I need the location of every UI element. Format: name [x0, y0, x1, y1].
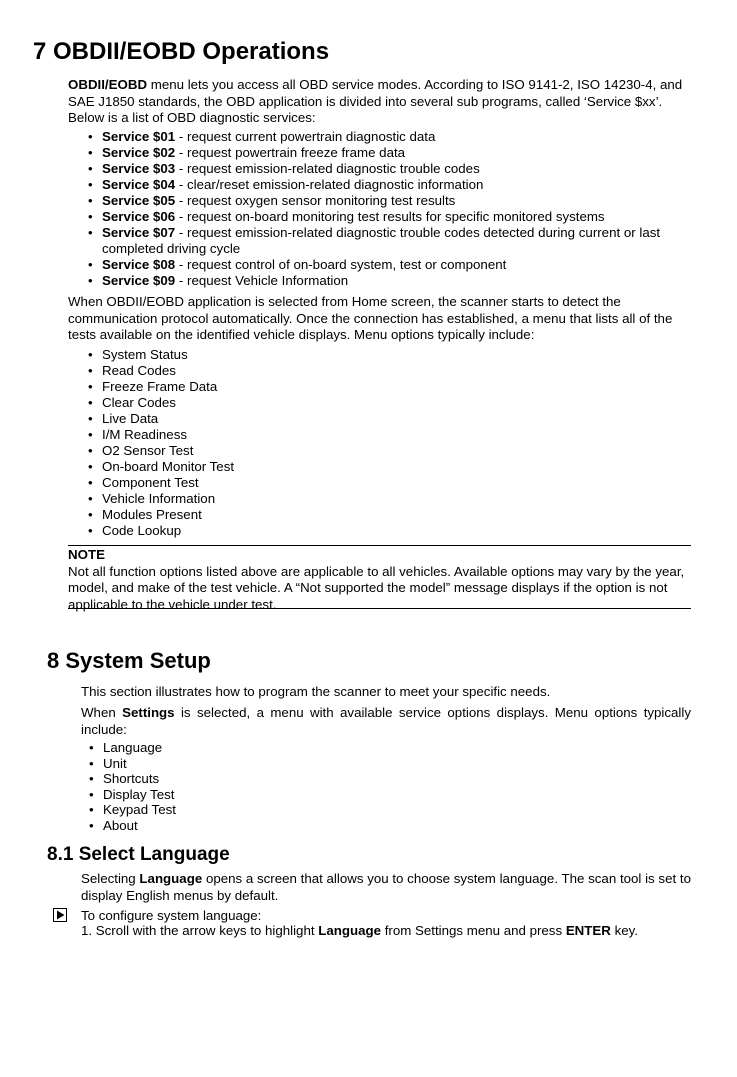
text: from Settings menu and press	[381, 923, 566, 938]
service-desc: - request emission-related diagnostic trouble codes	[175, 161, 480, 176]
list-item: • I/M Readiness	[88, 427, 688, 443]
text: key.	[610, 923, 638, 938]
obd-menu-options-list	[88, 347, 688, 539]
list-item: • O2 Sensor Test	[88, 443, 688, 459]
text: is selected, a menu with available service options displays. Menu options typically include:	[81, 705, 691, 737]
list-item: • Language	[89, 740, 389, 756]
text: When	[81, 705, 123, 720]
note-top-rule	[68, 545, 691, 546]
select-language-paragraph	[81, 871, 691, 904]
settings-options-list	[89, 740, 389, 833]
list-item: • System Status	[88, 347, 688, 363]
list-item: • Clear Codes	[88, 395, 688, 411]
play-arrow-icon	[53, 908, 67, 922]
section-7-title: 7 OBDII/EOBD Operations	[33, 38, 330, 65]
settings-term: Settings	[122, 705, 175, 720]
section-8-title: 8 System Setup	[47, 648, 211, 673]
list-item: • About	[89, 818, 389, 834]
service-desc: - clear/reset emission-related diagnostic information	[175, 177, 484, 192]
service-code: Service $08	[102, 257, 176, 272]
service-desc: - request on-board monitoring test results for specific monitored systems	[175, 209, 605, 224]
service-code: Service $03	[102, 161, 176, 176]
note-label: NOTE	[68, 547, 105, 562]
service-desc: - request oxygen sensor monitoring test results	[175, 193, 456, 208]
note-box	[68, 547, 693, 613]
list-item: • Keypad Test	[89, 802, 389, 818]
language-term: Language	[318, 923, 382, 938]
service-desc: - request emission-related diagnostic trouble codes detected during current or last completed driving cycle	[102, 225, 661, 256]
enter-key-term: ENTER	[565, 923, 611, 938]
intro-text: menu lets you access all OBD service modes. According to ISO 9141-2, ISO 14230-4, and SAE J1850 standards, the OBD application is divided into several sub programs, called ‘Service $xx’. Below is a list of OBD diagnostic services:	[68, 77, 683, 125]
list-item: • Vehicle Information	[88, 491, 688, 507]
service-code: Service $06	[102, 209, 176, 224]
system-setup-intro: This section illustrates how to program the scanner to meet your specific needs.	[81, 684, 551, 699]
intro-bold-term: OBDII/EOBD	[68, 77, 148, 92]
note-text: Not all function options listed above are applicable to all vehicles. Available options may vary by the year, model, and make of the test vehicle. A “Not supported the model” message displays if the option is not applicable to the vehicle under test.	[68, 563, 685, 612]
list-item: • Display Test	[89, 787, 389, 803]
service-code: Service $07	[102, 225, 176, 240]
text: 1. Scroll with the arrow keys to highlight	[81, 923, 319, 938]
service-code: Service $01	[102, 129, 176, 144]
list-item: • Read Codes	[88, 363, 688, 379]
procedure-title: To configure system language:	[81, 908, 262, 923]
language-term: Language	[139, 871, 203, 886]
service-item	[88, 273, 688, 289]
service-item	[88, 193, 688, 209]
obd-menu-paragraph: When OBDII/EOBD application is selected from Home screen, the scanner starts to detect the communication protocol automatically. Once the connection has established, a menu that lists all of the tests available on the identified vehicle displays. Menu options typically include:	[68, 294, 673, 342]
service-desc: - request Vehicle Information	[175, 273, 349, 288]
obd-intro-paragraph	[68, 77, 693, 127]
list-item: • Shortcuts	[89, 771, 389, 787]
note-bottom-rule	[68, 608, 691, 609]
list-item: • On-board Monitor Test	[88, 459, 688, 475]
service-item	[88, 225, 688, 257]
service-code: Service $04	[102, 177, 176, 192]
list-item: • Live Data	[88, 411, 688, 427]
service-list	[88, 129, 688, 289]
service-item	[88, 129, 688, 145]
service-desc: - request current powertrain diagnostic data	[175, 129, 436, 144]
service-item	[88, 145, 688, 161]
service-item	[88, 177, 688, 193]
list-item: • Component Test	[88, 475, 688, 491]
settings-paragraph	[81, 705, 691, 738]
service-desc: - request control of on-board system, test or component	[175, 257, 507, 272]
text: Selecting	[81, 871, 140, 886]
service-item	[88, 209, 688, 225]
service-item	[88, 161, 688, 177]
service-code: Service $05	[102, 193, 176, 208]
service-code: Service $09	[102, 273, 176, 288]
procedure-step-1	[81, 923, 691, 940]
section-8-1-title: 8.1 Select Language	[47, 844, 230, 865]
list-item: • Unit	[89, 756, 389, 772]
text: opens a screen that allows you to choose system language. The scan tool is set to display English menus by default.	[81, 871, 691, 903]
service-item	[88, 257, 688, 273]
list-item: • Freeze Frame Data	[88, 379, 688, 395]
list-item: • Modules Present	[88, 507, 688, 523]
service-desc: - request powertrain freeze frame data	[175, 145, 406, 160]
service-code: Service $02	[102, 145, 176, 160]
list-item: • Code Lookup	[88, 523, 688, 539]
